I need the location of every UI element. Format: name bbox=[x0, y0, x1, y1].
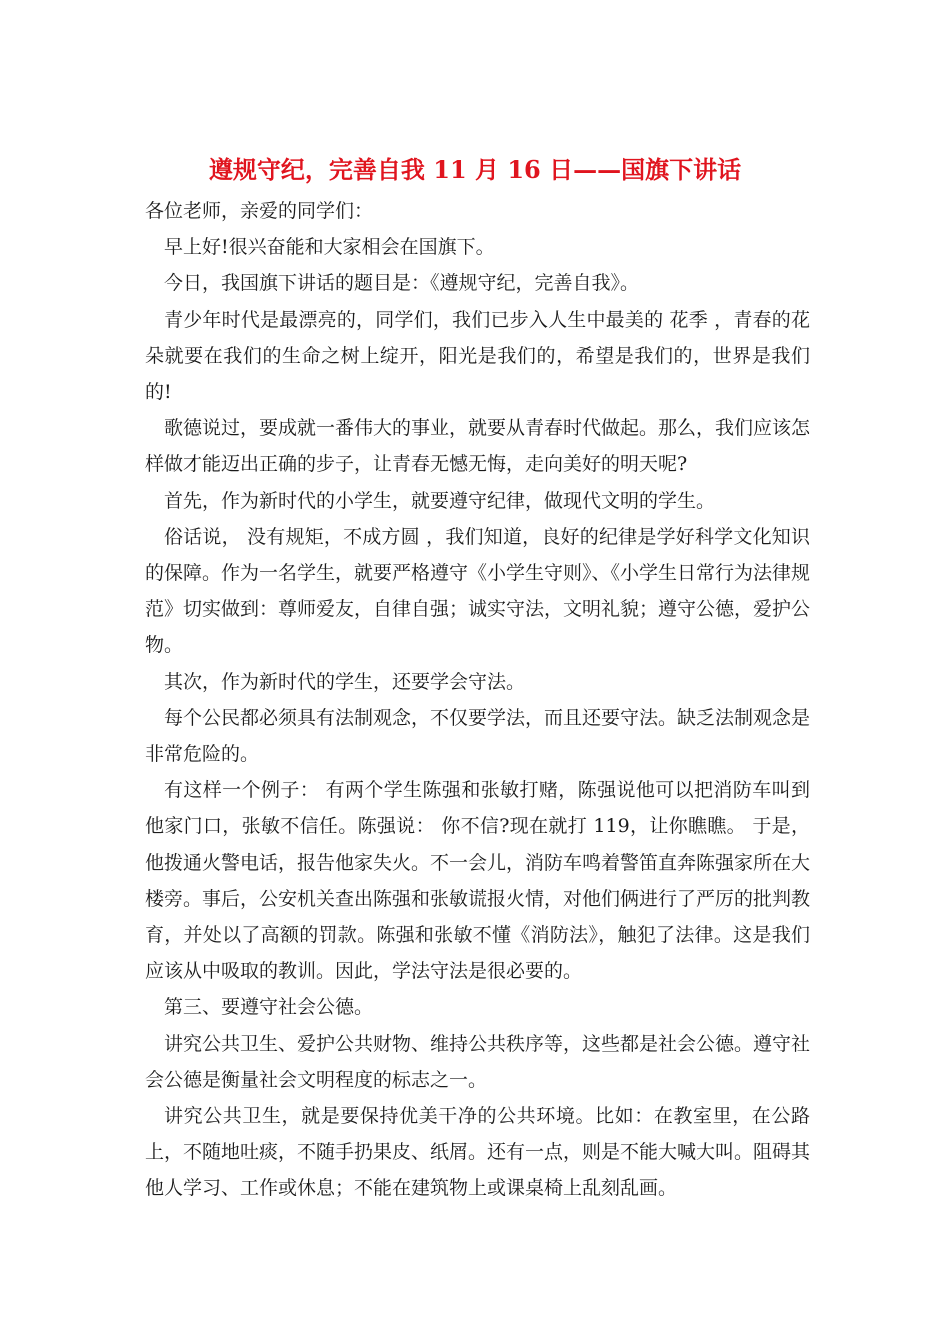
paragraph-4: 歌德说过，要成就一番伟大的事业，就要从青春时代做起。那么，我们应该怎样做才能迈出正确的步子，让青春无憾无悔，走向美好的明天呢? bbox=[145, 417, 811, 476]
document-title: 遵规守纪，完善自我 11 月 16 日——国旗下讲话 bbox=[208, 155, 742, 184]
greeting: 各位老师，亲爱的同学们： bbox=[145, 200, 374, 222]
paragraph-9: 有这样一个例子： 有两个学生陈强和张敏打赌，陈强说他可以把消防车叫到他家门口，张敏不信任。陈强说： 你不信?现在就打 119，让你瞧瞧。 于是，他拨通火警电话，报告他家失火。不一会儿，消防车鸣着警笛直奔陈强家所在大楼旁。事后，公安机关查出陈强和张敏谎报火情，对他们俩进行了严厉的批判教育，并处以了高额的罚款。陈强和张敏不懂《消防法》，触犯了法律。这是我们应该从中吸取的教训。因此，学法守法是很必要的。 bbox=[145, 779, 811, 983]
paragraph-2: 今日，我国旗下讲话的题目是：《遵规守纪，完善自我》。 bbox=[164, 272, 640, 295]
paragraph-3: 青少年时代是最漂亮的，同学们，我们已步入人生中最美的 花季 ，青春的花朵就要在我们的生命之树上绽开，阳光是我们的，希望是我们的，世界是我们的! bbox=[145, 308, 810, 404]
paragraph-1: 早上好!很兴奋能和大家相会在国旗下。 bbox=[164, 236, 495, 259]
paragraph-11: 讲究公共卫生、爱护公共财物、维持公共秩序等，这些都是社会公德。遵守社会公德是衡量社会文明程度的标志之一。 bbox=[145, 1032, 811, 1091]
paragraph-5: 首先，作为新时代的小学生，就要遵守纪律，做现代文明的学生。 bbox=[164, 489, 716, 512]
paragraph-6: 俗话说， 没有规矩，不成方圆 ，我们知道，良好的纪律是学好科学文化知识的保障。作为一名学生，就要严格遵守《小学生守则》、《小学生日常行为法律规范》切实做到：尊师爱友，自律自强；诚实守法，文明礼貌；遵守公德，爱护公物。 bbox=[145, 525, 811, 657]
paragraph-12: 讲究公共卫生，就是要保持优美干净的公共环境。比如：在教室里，在公路上，不随地吐痰，不随手扔果皮、纸屑。还有一点，则是不能大喊大叫。阻碍其他人学习、工作或休息；不能在建筑物上或课桌椅上乱刻乱画。 bbox=[145, 1105, 811, 1200]
paragraph-8: 每个公民都必须具有法制观念，不仅要学法，而且还要守法。缺乏法制观念是非常危险的。 bbox=[145, 706, 811, 766]
document-body bbox=[145, 193, 810, 1207]
paragraph-7: 其次，作为新时代的学生，还要学会守法。 bbox=[164, 670, 526, 693]
paragraph-10: 第三、要遵守社会公德。 bbox=[164, 996, 374, 1019]
